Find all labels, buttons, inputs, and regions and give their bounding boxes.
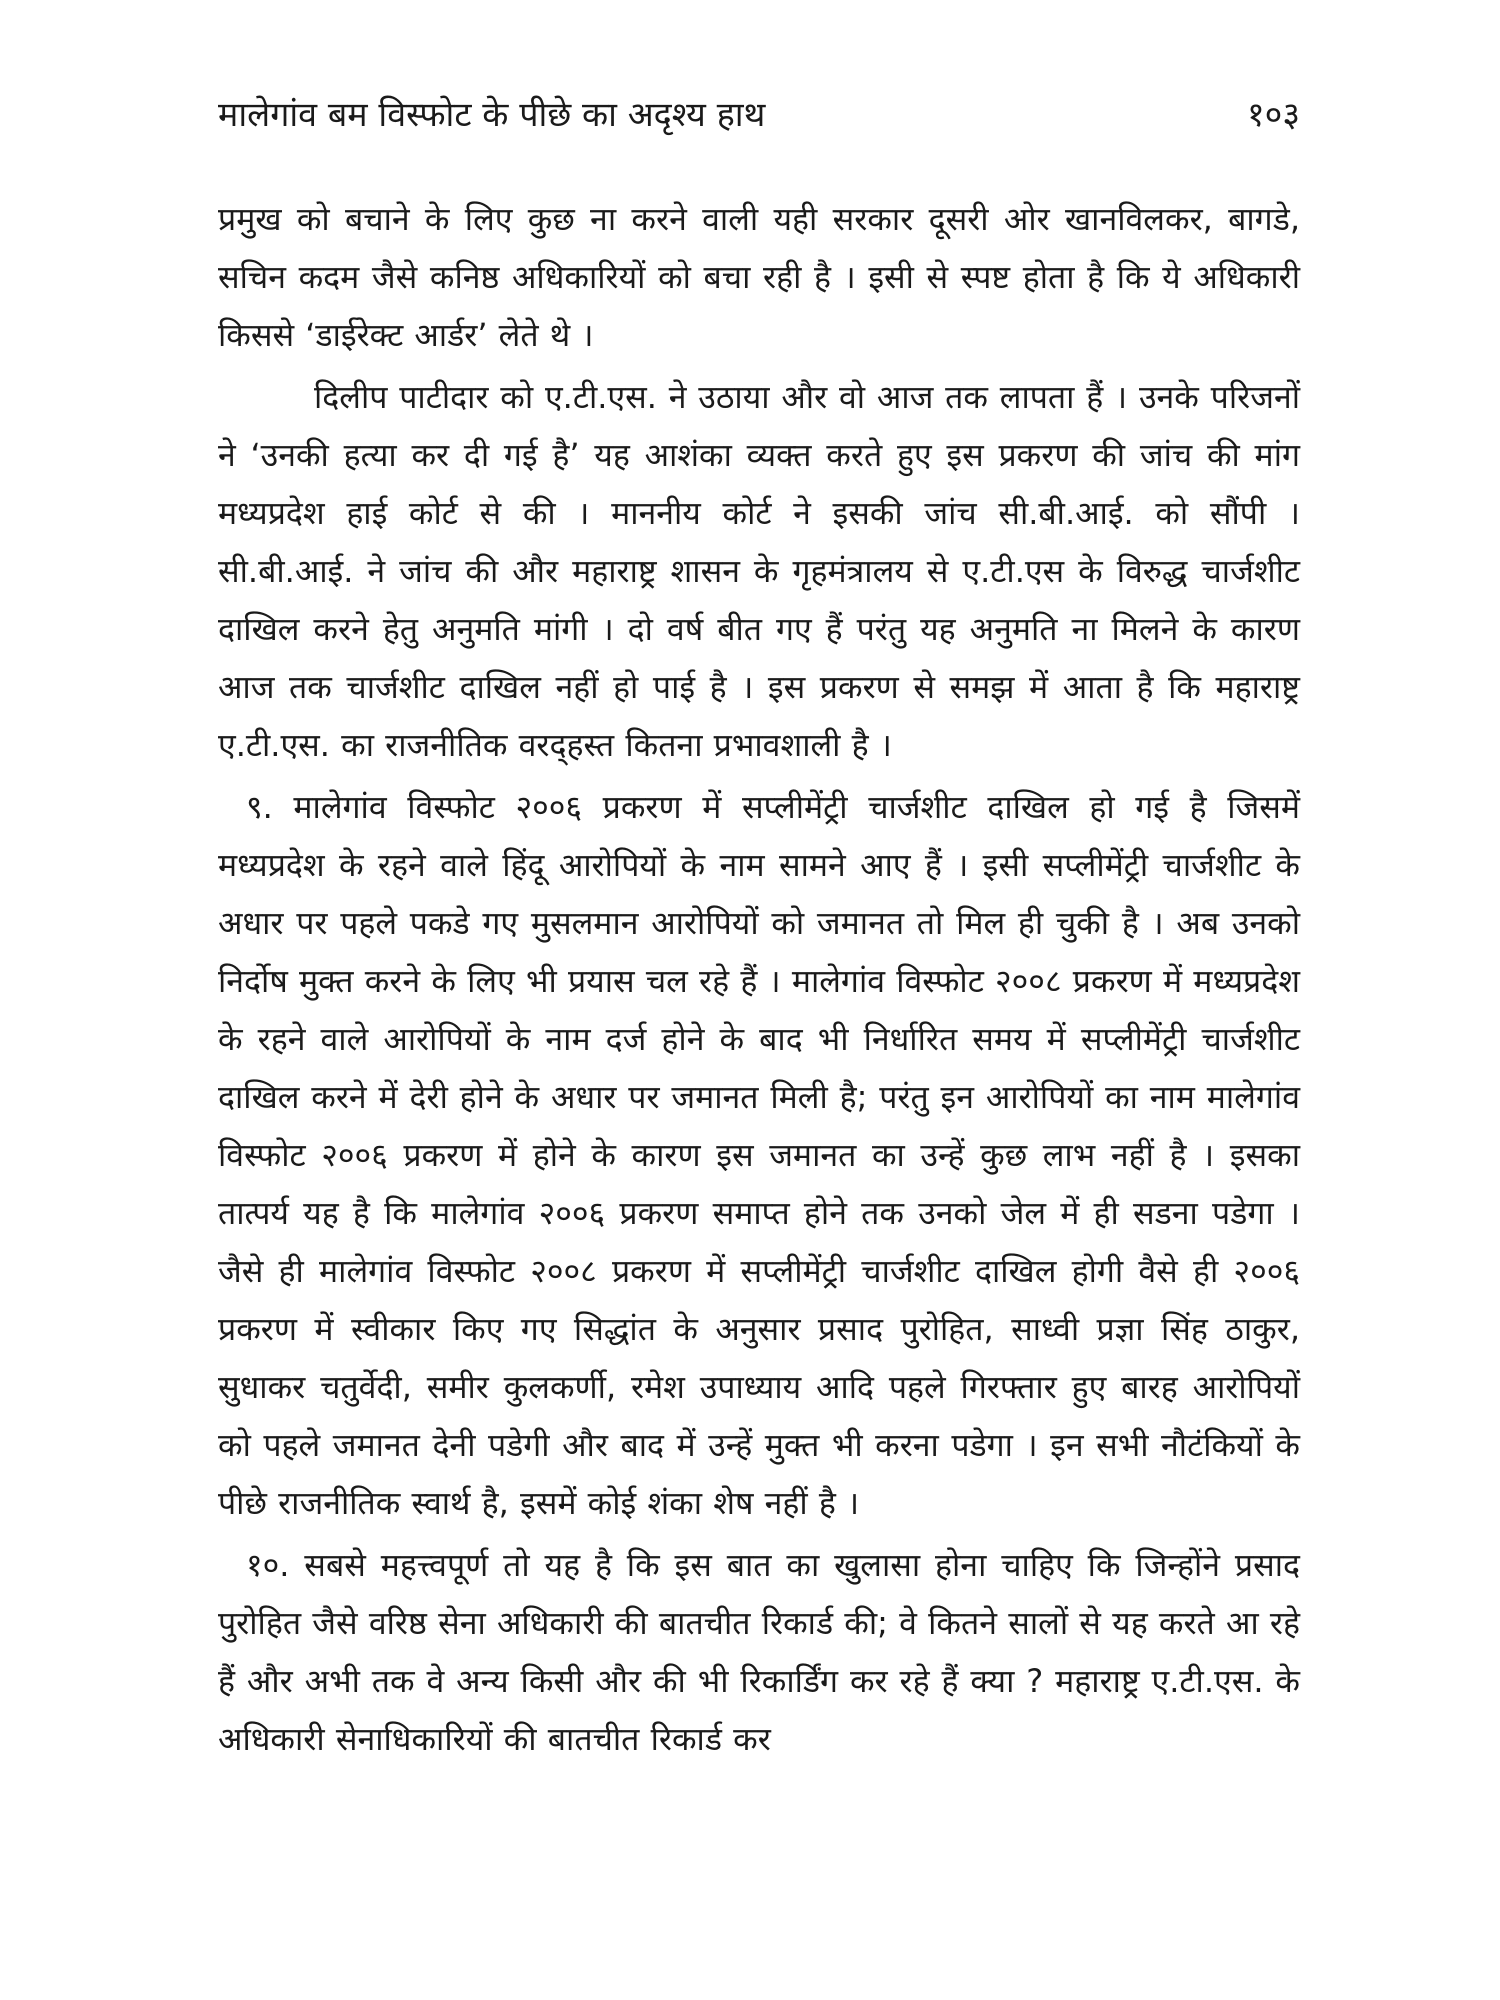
running-header [218,88,1300,138]
paragraph-point-10: १०. सबसे महत्त्वपूर्ण तो यह है कि इस बात का खुलासा होना चाहिए कि जिन्होंने प्रसाद पुरोहित जैसे वरिष्ठ सेना अधिकारी की बातचीत रिकार्ड की; वे कितने सालों से यह करते आ रहे हैं और अभी तक वे अन्य किसी और की भी रिकार्डिंग कर रहे हैं क्या ? महाराष्ट्र ए.टी.एस. के अधिकारी सेनाधिकारियों की बातचीत रिकार्ड कर [218,1546,1300,1758]
paragraph-dilip-patidar: दिलीप पाटीदार को ए.टी.एस. ने उठाया और वो आज तक लापता हैं । उनके परिजनों ने ‘उनकी हत्या कर दी गई है’ यह आशंका व्यक्त करते हुए इस प्रकरण की जांच की मांग मध्यप्रदेश हाई कोर्ट से की । माननीय कोर्ट ने इसकी जांच सी.बी.आई. को सौंपी । सी.बी.आई. ने जांच की और महाराष्ट्र शासन के गृहमंत्रालय से ए.टी.एस के विरुद्ध चार्जशीट दाखिल करने हेतु अनुमति मांगी । दो वर्ष बीत गए हैं परंतु यह अनुमति ना मिलने के कारण आज तक चार्जशीट दाखिल नहीं हो पाई है । इस प्रकरण से समझ में आता है कि महाराष्ट्र ए.टी.एस. का राजनीतिक वरद्हस्त कितना प्रभावशाली है । [218,378,1300,764]
header-title: मालेगांव बम विस्फोट के पीछे का अदृश्य हाथ [218,95,766,135]
page-number: १०३ [1246,95,1300,135]
paragraph-continuation: प्रमुख को बचाने के लिए कुछ ना करने वाली यही सरकार दूसरी ओर खानविलकर, बागडे, सचिन कदम जैसे कनिष्ठ अधिकारियों को बचा रही है । इसी से स्पष्ट होता है कि ये अधिकारी किससे ‘डाईरेक्ट आर्डर’ लेते थे । [218,200,1300,354]
body-text [218,190,1300,1768]
paragraph-point-9: ९. मालेगांव विस्फोट २००६ प्रकरण में सप्लीमेंट्री चार्जशीट दाखिल हो गई है जिसमें मध्यप्रदेश के रहने वाले हिंदू आरोपियों के नाम सामने आए हैं । इसी सप्लीमेंट्री चार्जशीट के अधार पर पहले पकडे गए मुसलमान आरोपियों को जमानत तो मिल ही चुकी है । अब उनको निर्दोष मुक्त करने के लिए भी प्रयास चल रहे हैं । मालेगांव विस्फोट २००८ प्रकरण में मध्यप्रदेश के रहने वाले आरोपियों के नाम दर्ज होने के बाद भी निर्धारित समय में सप्लीमेंट्री चार्जशीट दाखिल करने में देरी होने के अधार पर जमानत मिली है; परंतु इन आरोपियों का नाम मालेगांव विस्फोट २००६ प्रकरण में होने के कारण इस जमानत का उन्हें कुछ लाभ नहीं है । इसका तात्पर्य यह है कि मालेगांव २००६ प्रकरण समाप्त होने तक उनको जेल में ही सडना पडेगा । जैसे ही मालेगांव विस्फोट २००८ प्रकरण में सप्लीमेंट्री चार्जशीट दाखिल होगी वैसे ही २००६ प्रकरण में स्वीकार किए गए सिद्धांत के अनुसार प्रसाद पुरोहित, साध्वी प्रज्ञा सिंह ठाकुर, सुधाकर चतुर्वेदी, समीर कुलकर्णी, रमेश उपाध्याय आदि पहले गिरफ्तार हुए बारह आरोपियों को पहले जमानत देनी पडेगी और बाद में उन्हें मुक्त भी करना पडेगा । इन सभी नौटंकियों के पीछे राजनीतिक स्वार्थ है, इसमें कोई शंका शेष नहीं है । [218,788,1300,1522]
